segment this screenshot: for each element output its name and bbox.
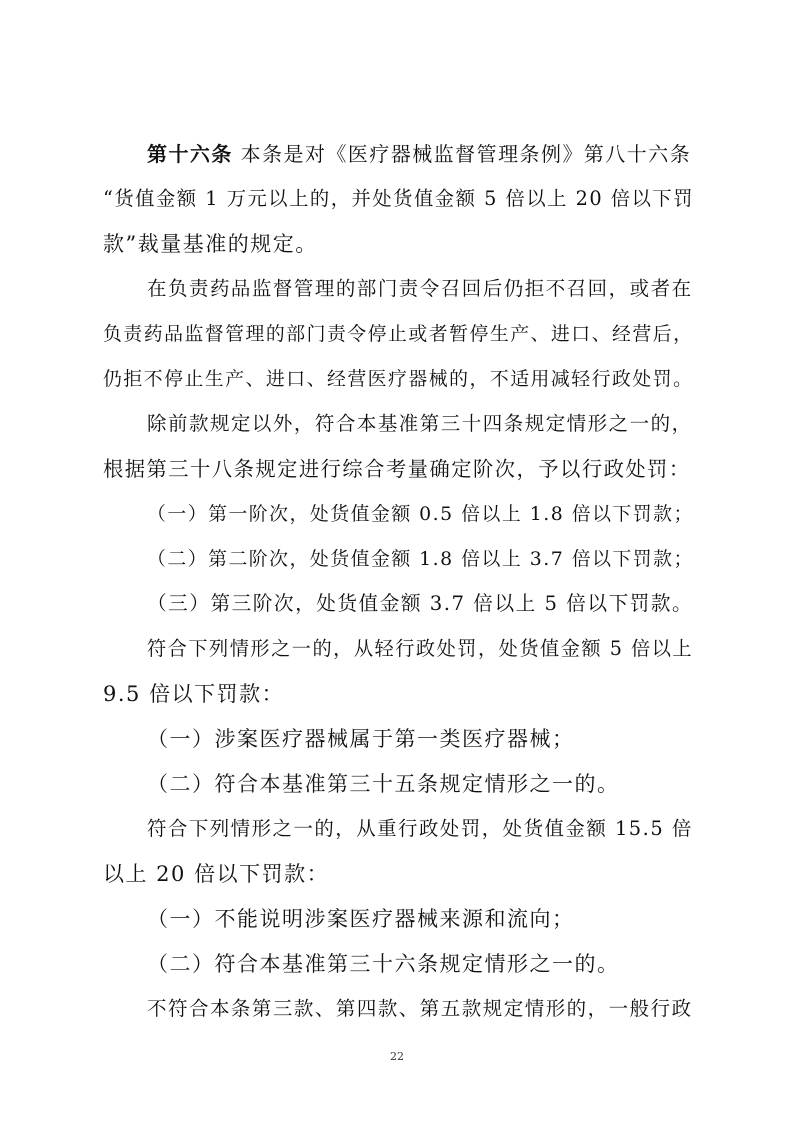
- article-intro-text: 本条是对《医疗器械监督管理条例》第八十六条: [232, 142, 692, 166]
- list-item: （二）第二阶次，处货值金额 1.8 倍以上 3.7 倍以下罚款；: [147, 548, 694, 570]
- list-item: （二）符合本基准第三十六条规定情形之一的。: [147, 952, 620, 976]
- text-line: 负责药品监督管理的部门责令停止或者暂停生产、进口、经营后，: [103, 323, 694, 345]
- list-item: （一）不能说明涉案医疗器械来源和流向；: [147, 907, 575, 931]
- text-line: 根据第三十八条规定进行综合考量确定阶次，予以行政处罚：: [103, 457, 691, 481]
- text-line: 在负责药品监督管理的部门责令召回后仍拒不召回，或者在: [147, 277, 693, 300]
- list-item: （一）涉案医疗器械属于第一类医疗器械；: [147, 727, 575, 751]
- article-number: 第十六条: [147, 142, 233, 166]
- list-item: （三）第三阶次，处货值金额 3.7 倍以上 5 倍以下罚款。: [147, 592, 694, 615]
- text-line: 9.5 倍以下罚款：: [103, 682, 285, 706]
- text-line: 仍拒不停止生产、进口、经营医疗器械的，不适用减轻行政处罚。: [103, 368, 694, 390]
- list-item: （一）第一阶次，处货值金额 0.5 倍以上 1.8 倍以下罚款；: [147, 503, 694, 525]
- text-line: 不符合本条第三款、第四款、第五款规定情形的，一般行政: [147, 997, 693, 1020]
- text-line: 符合下列情形之一的，从轻行政处罚，处货值金额 5 倍以上: [147, 637, 694, 660]
- text-line: “货值金额 1 万元以上的，并处货值金额 5 倍以上 20 倍以下罚: [103, 187, 695, 210]
- text-line: 以上 20 倍以下罚款：: [103, 862, 330, 886]
- article-heading-line: [147, 134, 691, 174]
- page-number: 22: [390, 1050, 404, 1063]
- text-line: 除前款规定以外，符合本基准第三十四条规定情形之一的，: [147, 412, 693, 435]
- text-line: 款”裁量基准的规定。: [103, 232, 318, 256]
- list-item: （二）符合本基准第三十五条规定情形之一的。: [147, 772, 620, 796]
- text-line: 符合下列情形之一的，从重行政处罚，处货值金额 15.5 倍: [147, 817, 693, 840]
